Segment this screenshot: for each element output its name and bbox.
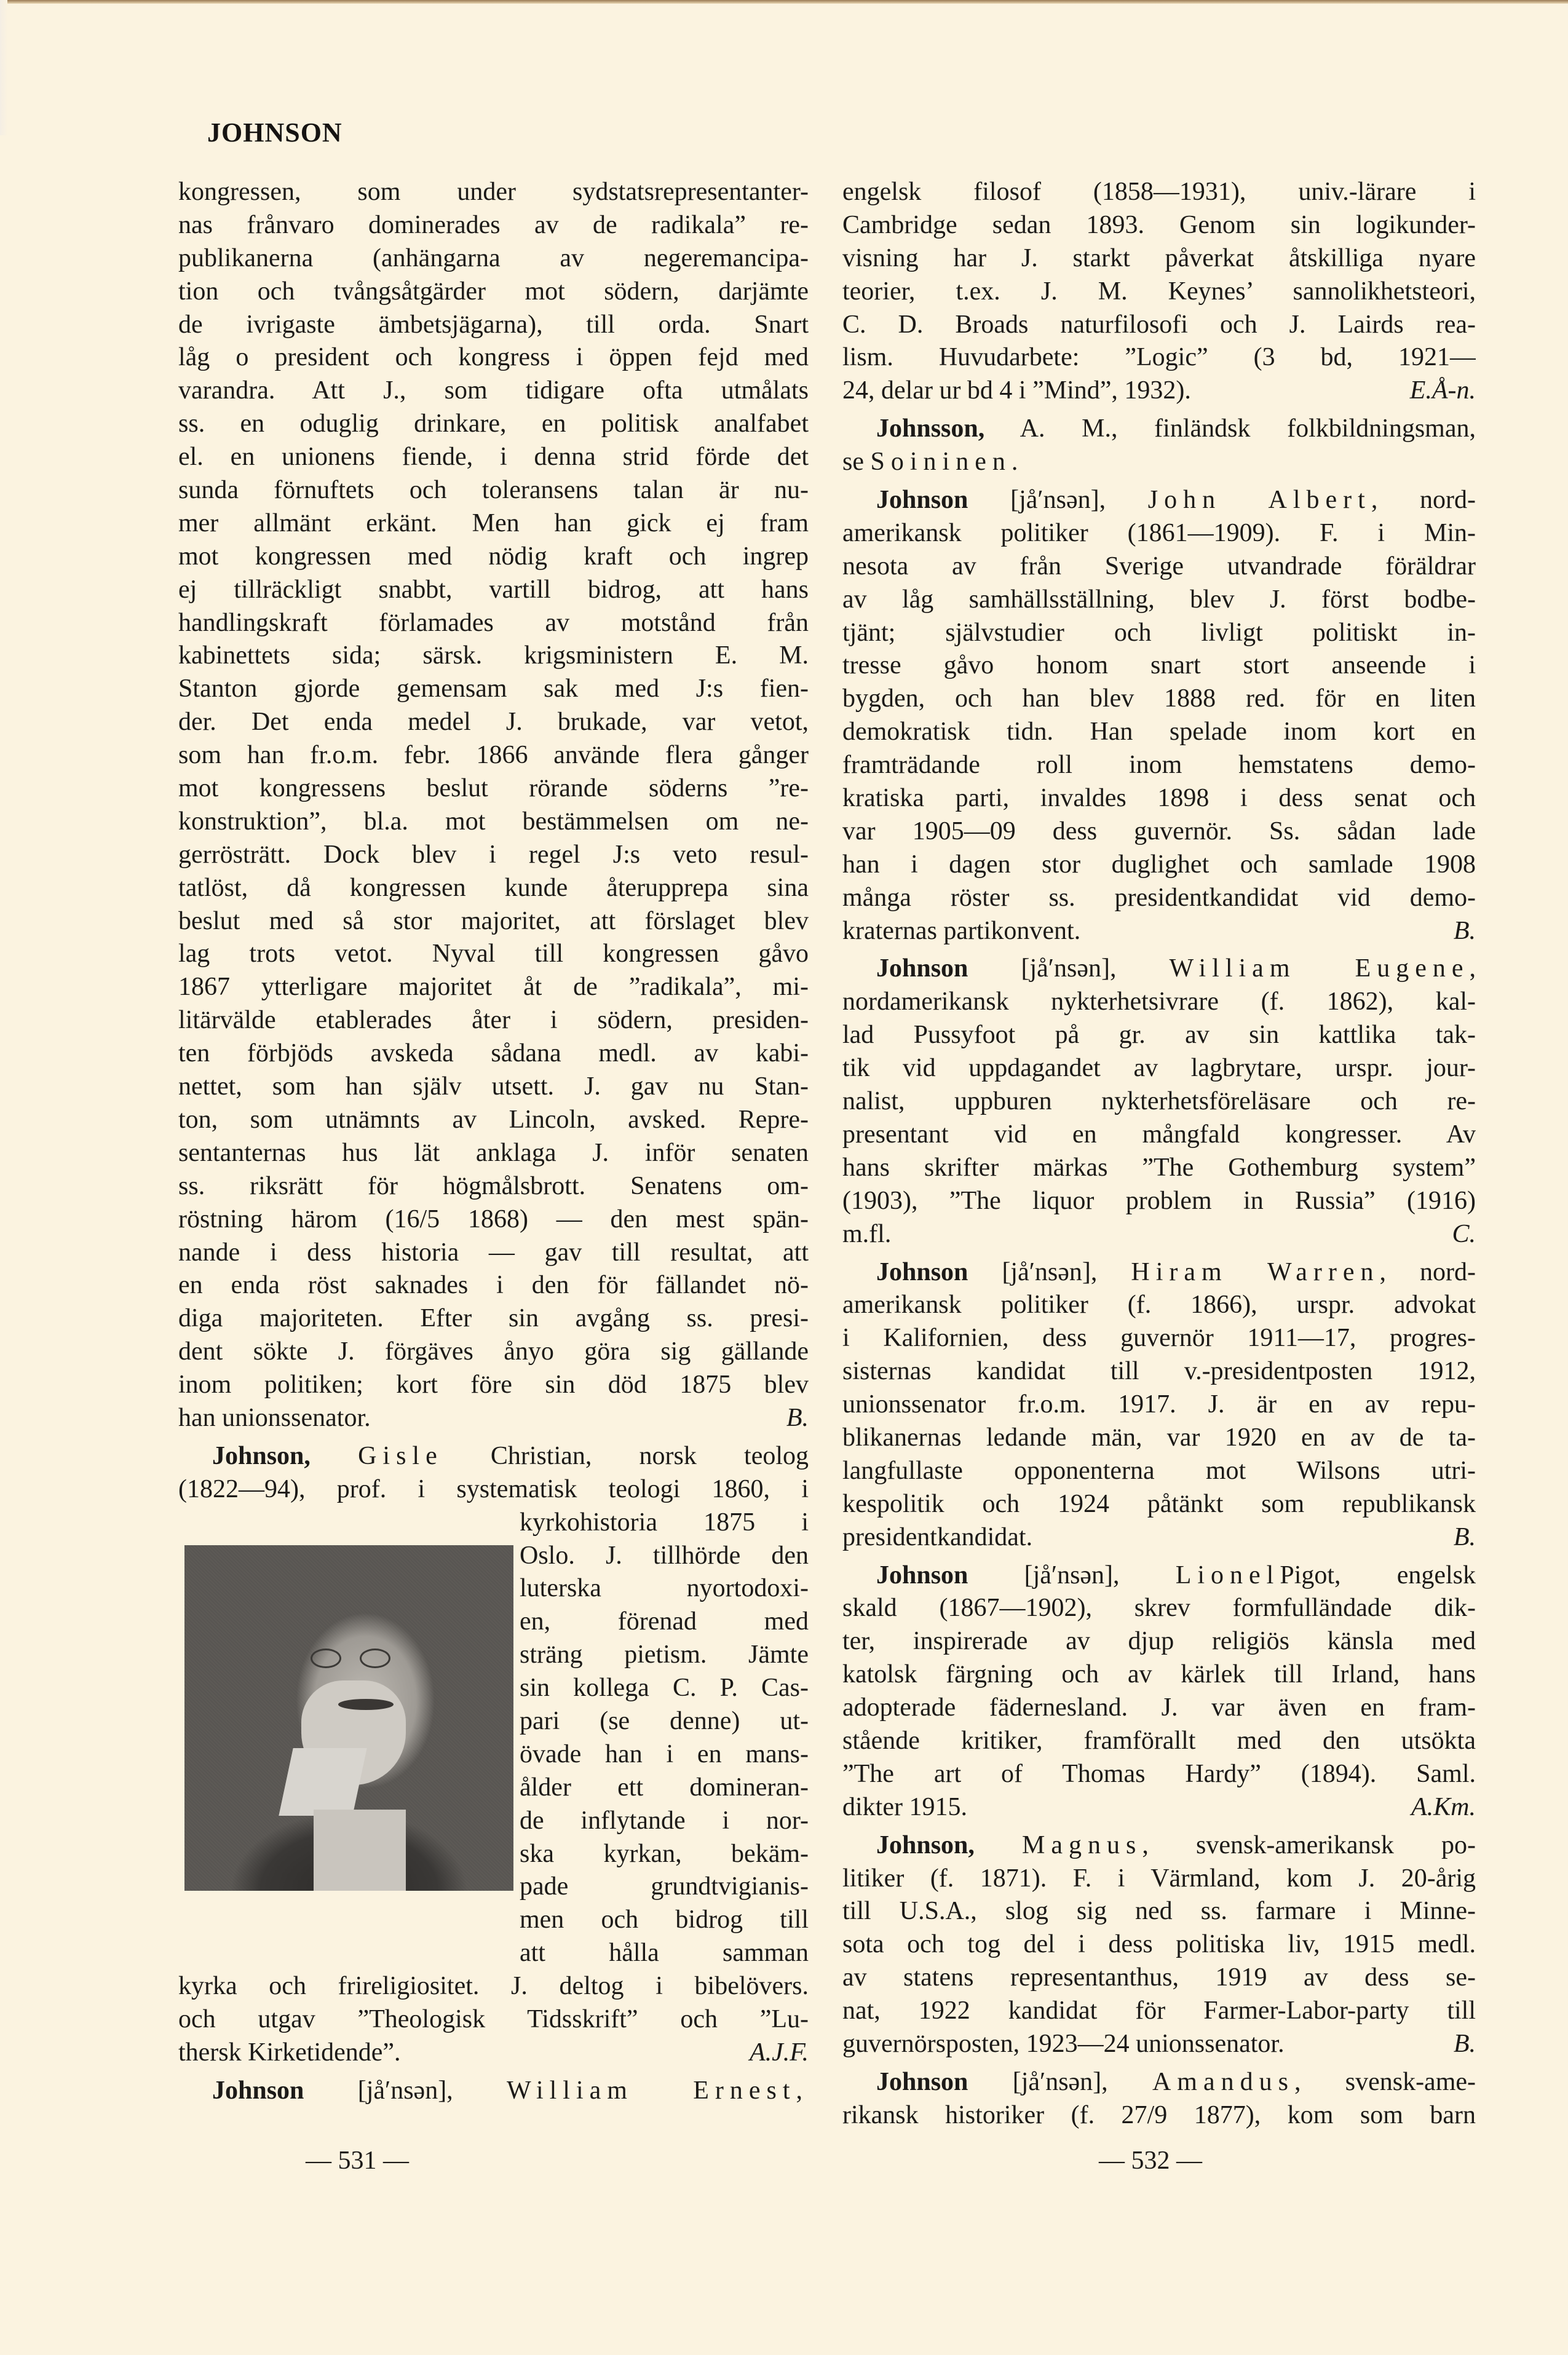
entry-text: , svensk-amerikansk po-	[1142, 1831, 1476, 1859]
entry-line: beslut med så stor majoritet, att förslaget blev	[178, 906, 809, 935]
entry-line: handlingskraft förlamades av motstånd från	[178, 608, 809, 637]
author-signature: B.	[1453, 916, 1476, 945]
author-signature: B.	[1453, 1522, 1476, 1551]
dictionary-entry	[842, 484, 1476, 948]
entry-line: kespolitik och 1924 påtänkt som republikansk	[842, 1489, 1476, 1518]
entry-line: Cambridge sedan 1893. Genom sin logikunder-	[842, 210, 1476, 239]
pronunciation: [jå′nsən],	[1024, 1561, 1120, 1589]
dictionary-entry	[842, 413, 1476, 479]
entry-line: der. Det enda medel J. brukade, var vetot,	[178, 708, 809, 737]
author-signature: C.	[1452, 1219, 1476, 1248]
entry-line: adopterade fädernesland. J. var även en fram-	[842, 1693, 1476, 1722]
entry-line: demokratisk tidn. Han spelade inom kort en	[842, 718, 1476, 746]
entry-last-line	[842, 1521, 1476, 1554]
entry-line: skald (1867—1902), skrev formfulländade dik-	[842, 1594, 1476, 1623]
entry-text: .	[1011, 448, 1018, 477]
pronunciation: [jå′nsən],	[1012, 2067, 1108, 2096]
given-name: Gisle	[358, 1441, 443, 1470]
entry-headword: Johnson,	[876, 1831, 975, 1859]
entry-line: och utgav ”Theologisk Tidsskrift” och ”Lu-	[178, 2005, 809, 2033]
entry-text: Pigot, engelsk	[1280, 1561, 1476, 1589]
entry-headword: Johnson	[212, 2076, 304, 2105]
entry-line: övade han i en mans-	[520, 1740, 809, 1768]
dictionary-entry	[842, 952, 1476, 1251]
entry-line: en, förenad med	[520, 1607, 809, 1636]
entry-line: kongressen, som under sydstatsrepresentanter-	[178, 178, 809, 206]
portrait-photo	[184, 1545, 513, 1891]
entry-heading-line	[842, 1829, 1476, 1862]
entry-text: han unionssenator.	[178, 1403, 371, 1432]
author-signature: A.Km.	[1411, 1792, 1476, 1821]
entry-line: av låg samhällsställning, blev J. först bodbe-	[842, 585, 1476, 614]
entry-last-line	[842, 446, 1476, 479]
right-column	[842, 176, 1476, 2132]
entry-text: kraternas partikonvent.	[842, 916, 1081, 945]
entry-line: kabinettets sida; särsk. krigsministern E. M.	[178, 641, 809, 670]
entry-line: rikansk historiker (f. 27/9 1877), kom som barn	[842, 2100, 1476, 2129]
entry-line: men och bidrog till	[520, 1906, 809, 1934]
pronunciation: [jå′nsən],	[357, 2076, 453, 2105]
entry-text: dikter 1915.	[842, 1792, 967, 1821]
entry-line: presentant vid en mångfald kongresser. Av	[842, 1120, 1476, 1149]
entry-line: tion och tvångsåtgärder mot södern, darjämte	[178, 277, 809, 306]
entry-line: ålder ett domineran-	[520, 1773, 809, 1802]
dictionary-entry	[842, 2066, 1476, 2132]
entry-heading-line	[842, 484, 1476, 517]
dictionary-entry	[842, 1829, 1476, 2061]
page-number-left: — 531 —	[306, 2147, 409, 2175]
entry-line: el. en unionens fiende, i denna strid förde det	[178, 443, 809, 472]
entry-line: gerrösträtt. Dock blev i regel J:s veto resul-	[178, 840, 809, 869]
author-signature: A.J.F.	[749, 2038, 809, 2067]
entry-heading-line	[842, 1256, 1476, 1289]
entry-headword: Johnsson,	[876, 414, 985, 443]
entry-last-line	[178, 1402, 809, 1435]
entry-line: ska kyrkan, bekäm-	[520, 1839, 809, 1868]
entry-line: dent sökte J. förgäves ånyo göra sig gällande	[178, 1337, 809, 1366]
entry-line: 1867 ytterligare majoritet åt de ”radikala”, mi-	[178, 973, 809, 1002]
entry-line: bygden, och han blev 1888 red. för en liten	[842, 684, 1476, 713]
entry-line: framträdande roll inom hemstatens demo-	[842, 751, 1476, 780]
entry-line: sentanternas hus lät anklaga J. inför senaten	[178, 1138, 809, 1167]
entry-line: lad Pussyfoot på gr. av sin kattlika tak-	[842, 1021, 1476, 1050]
entry-text: 24, delar ur bd 4 i ”Mind”, 1932).	[842, 376, 1191, 405]
portrait-glasses	[360, 1648, 390, 1668]
entry-line: ”The art of Thomas Hardy” (1894). Saml.	[842, 1759, 1476, 1788]
entry-line: (1903), ”The liquor problem in Russia” (1916)	[842, 1186, 1476, 1215]
entry-line: lism. Huvudarbete: ”Logic” (3 bd, 1921—	[842, 343, 1476, 372]
entry-line: (1822—94), prof. i systematisk teologi 1860, i	[178, 1474, 809, 1503]
entry-line: ter, inspirerade av djup religiös känsla med	[842, 1627, 1476, 1656]
entry-line: ej tillräckligt snabbt, vartill bidrog, att hans	[178, 575, 809, 604]
entry-line: många röster ss. presidentkandidat vid demo-	[842, 883, 1476, 912]
entry-line: mer allmänt erkänt. Men han gick ej fram	[178, 509, 809, 537]
entry-line: sunda förnuftets och toleransens talan är nu-	[178, 476, 809, 505]
entry-line: Stanton gjorde gemensam sak med J:s fien-	[178, 675, 809, 703]
entry-line: kyrka och frireligiositet. J. deltog i bibelövers.	[178, 1972, 809, 2001]
given-name: John Albert	[1147, 486, 1371, 515]
author-signature: B.	[786, 1403, 809, 1432]
text-beside-photo	[520, 1506, 809, 1970]
entry-line: sin kollega C. P. Cas-	[520, 1674, 809, 1703]
entry-line: stående kritiker, framförallt med den utsökta	[842, 1726, 1476, 1755]
entry-line: engelsk filosof (1858—1931), univ.-lärare i	[842, 178, 1476, 206]
portrait-collar	[279, 1748, 366, 1816]
entry-line: diga majoriteten. Efter sin avgång ss. presi-	[178, 1304, 809, 1333]
entry-line: tatlöst, då kongressen kunde återupprepa sina	[178, 873, 809, 902]
entry-headword: Johnson	[876, 1257, 968, 1286]
entry-line: att hålla samman	[520, 1939, 809, 1968]
entry-line: nordamerikansk nykterhetsivrare (f. 1862), kal-	[842, 988, 1476, 1016]
pronunciation: [jå′nsən],	[1010, 486, 1106, 515]
entry-line: av statens representanthus, 1919 av dess se-	[842, 1963, 1476, 1992]
entry-line: ss. riksrätt för högmålsbrott. Senatens om-	[178, 1171, 809, 1200]
entry-line: nalist, uppburen nykterhetsföreläsare och re-	[842, 1087, 1476, 1116]
entry-text: , nord-	[1379, 1257, 1476, 1286]
entry-headword: Johnson,	[212, 1441, 311, 1470]
entry-line: tik vid uppdagandet av lagbrytare, urspr. jour-	[842, 1054, 1476, 1083]
entry-line: ton, som utnämnts av Lincoln, avsked. Repre-	[178, 1105, 809, 1134]
pronunciation: [jå′nsən],	[1021, 954, 1117, 983]
author-signature: E.Å-n.	[1409, 376, 1476, 405]
johnson-andrew-continuation	[178, 176, 809, 1402]
entry-line: röstning härom (16/5 1868) — den mest spän-	[178, 1205, 809, 1233]
portrait-glasses	[311, 1648, 341, 1668]
entry-line: som han fr.o.m. febr. 1866 använde flera gånger	[178, 741, 809, 770]
entry-headword: Johnson	[876, 2067, 968, 2096]
entry-heading-line	[842, 413, 1476, 446]
entry-line: de ivrigaste ämbetsjägarna), till orda. Snart	[178, 310, 809, 339]
given-name: Magnus	[1022, 1831, 1142, 1859]
entry-line: amerikansk politiker (f. 1866), urspr. advokat	[842, 1291, 1476, 1320]
cross-reference: Soininen	[870, 448, 1012, 477]
entry-line: sota och tog del i dess politiska liv, 1915 medl.	[842, 1930, 1476, 1959]
entry-line: mot kongressen med nödig kraft och ingrep	[178, 542, 809, 571]
entry-last-line	[842, 1791, 1476, 1824]
entry-line: nande i dess historia — gav till resultat, att	[178, 1238, 809, 1267]
entry-line: unionssenator fr.o.m. 1917. J. är en av repu-	[842, 1390, 1476, 1419]
entry-line: till U.S.A., slog sig ned ss. farmare i Minne-	[842, 1897, 1476, 1926]
torn-page-edge	[0, 0, 7, 135]
entry-last-line	[842, 2028, 1476, 2061]
entry-line: ten förbjöds avskeda sådana medl. av kabi-	[178, 1039, 809, 1068]
entry-text: Christian, norsk teolog	[490, 1441, 809, 1470]
entry-line: teorier, t.ex. J. M. Keynes’ sannolikhetsteori,	[842, 277, 1476, 306]
entry-last-line	[842, 915, 1476, 948]
entry-line: luterska nyortodoxi-	[520, 1574, 809, 1603]
dictionary-entry	[842, 1256, 1476, 1554]
given-name: William Ernest,	[506, 2076, 809, 2105]
entry-headword: Johnson	[876, 1561, 968, 1589]
entry-last-line	[842, 374, 1476, 408]
entry-line: en enda röst saknades i den för fällandet nö-	[178, 1271, 809, 1300]
entry-line: blikanernas ledande män, var 1920 en av de ta-	[842, 1423, 1476, 1452]
given-name: Lionel	[1175, 1561, 1280, 1589]
entry-line: langfullaste opponenterna mot Wilsons utri-	[842, 1456, 1476, 1485]
entry-line: ss. en oduglig drinkare, en politisk analfabet	[178, 410, 809, 438]
entry-line: inom politiken; kort före sin död 1875 blev	[178, 1371, 809, 1399]
portrait-mustache	[338, 1699, 394, 1710]
entry-heading-line	[178, 1440, 809, 1473]
given-name: William Eugene	[1169, 954, 1470, 983]
running-head: JOHNSON	[207, 117, 343, 148]
entry-heading-line	[842, 952, 1476, 986]
page-number-right: — 532 —	[1099, 2147, 1202, 2175]
entry-text: , nord-	[1371, 486, 1476, 515]
entry-line: han i dagen stor duglighet och samlade 1908	[842, 850, 1476, 879]
entry-line: pade grundtvigianis-	[520, 1872, 809, 1901]
entry-line: publikanerna (anhängarna av negeremancipa-	[178, 243, 809, 272]
entry-line: C. D. Broads naturfilosofi och J. Lairds rea-	[842, 310, 1476, 339]
entry-line: nesota av från Sverige utvandrade föräldrar	[842, 552, 1476, 580]
entry-text: guvernörsposten, 1923—24 unionssenator.	[842, 2029, 1285, 2058]
author-signature: B.	[1453, 2029, 1476, 2058]
pronunciation: [jå′nsən],	[1002, 1257, 1098, 1286]
entry-line: varandra. Att J., som tidigare ofta utmålats	[178, 376, 809, 405]
entry-line: sträng pietism. Jämte	[520, 1641, 809, 1669]
entry-text: ,	[1469, 954, 1476, 983]
portrait-shirt	[314, 1810, 406, 1891]
entry-william-ernest-johnson	[178, 2075, 809, 2108]
page-edge	[0, 0, 1568, 4]
entry-line: konstruktion”, bl.a. mot bestämmelsen om ne-	[178, 807, 809, 836]
entry-line: de inflytande i nor-	[520, 1806, 809, 1835]
entry-line: nas frånvaro dominerades av de radikala” re-	[178, 210, 809, 239]
given-name: Hiram Warren	[1131, 1257, 1380, 1286]
entry-text: presidentkandidat.	[842, 1522, 1033, 1551]
entry-headword: Johnson	[876, 954, 968, 983]
entry-line: litärvälde etablerades åter i södern, presiden-	[178, 1006, 809, 1035]
entry-line: sisternas kandidat till v.-presidentposten 1912,	[842, 1357, 1476, 1386]
entry-line: pari (se denne) ut-	[520, 1706, 809, 1735]
entry-line: hans skrifter märkas ”The Gothemburg system”	[842, 1153, 1476, 1182]
entry-line: kratiska parti, invaldes 1898 i dess senat och	[842, 784, 1476, 813]
entry-line: nat, 1922 kandidat för Farmer-Labor-party till	[842, 1997, 1476, 2025]
entry-line: var 1905—09 dess guvernör. Ss. sådan lade	[842, 817, 1476, 845]
entry-line: katolsk färgning och av kärlek till Irland, hans	[842, 1660, 1476, 1689]
dictionary-entry	[842, 1559, 1476, 1824]
entry-line: lag trots vetot. Nyval till kongressen gåvo	[178, 940, 809, 968]
entry-line: låg o president och kongress i öppen fejd med	[178, 343, 809, 372]
entry-heading-line	[842, 2066, 1476, 2099]
entry-text: se	[842, 448, 864, 477]
entry-line: mot kongressens beslut rörande söderns ”re-	[178, 774, 809, 803]
entry-text: thersk Kirketidende”.	[178, 2038, 401, 2067]
entry-line: nettet, som han själv utsett. J. gav nu Stan-	[178, 1072, 809, 1101]
entry-heading-line	[842, 1559, 1476, 1593]
entry-line: tjänt; självstudier och livligt politiskt in-	[842, 618, 1476, 647]
entry-line: visning har J. starkt påverkat åtskilliga nyare	[842, 243, 1476, 272]
entry-text: m.fl.	[842, 1219, 892, 1248]
dictionary-entry	[842, 176, 1476, 408]
entry-last-line	[178, 2036, 809, 2070]
entry-line: i Kalifornien, dess guvernör 1911—17, progres-	[842, 1324, 1476, 1353]
entry-line: kyrkohistoria 1875 i	[520, 1508, 809, 1537]
entry-line: tresse gåvo honom snart stort anseende i	[842, 651, 1476, 680]
entry-headword: Johnson	[876, 486, 968, 515]
entry-line: Oslo. J. tillhörde den	[520, 1541, 809, 1570]
entry-line: amerikansk politiker (1861—1909). F. i Min-	[842, 518, 1476, 547]
entry-last-line	[842, 1218, 1476, 1251]
given-name: Amandus	[1152, 2067, 1294, 2096]
entry-text: , svensk-ame-	[1294, 2067, 1476, 2096]
entry-text: A. M., finländsk folkbildningsman,	[1020, 414, 1476, 443]
entry-line: litiker (f. 1871). F. i Värmland, kom J. 20-årig	[842, 1864, 1476, 1893]
